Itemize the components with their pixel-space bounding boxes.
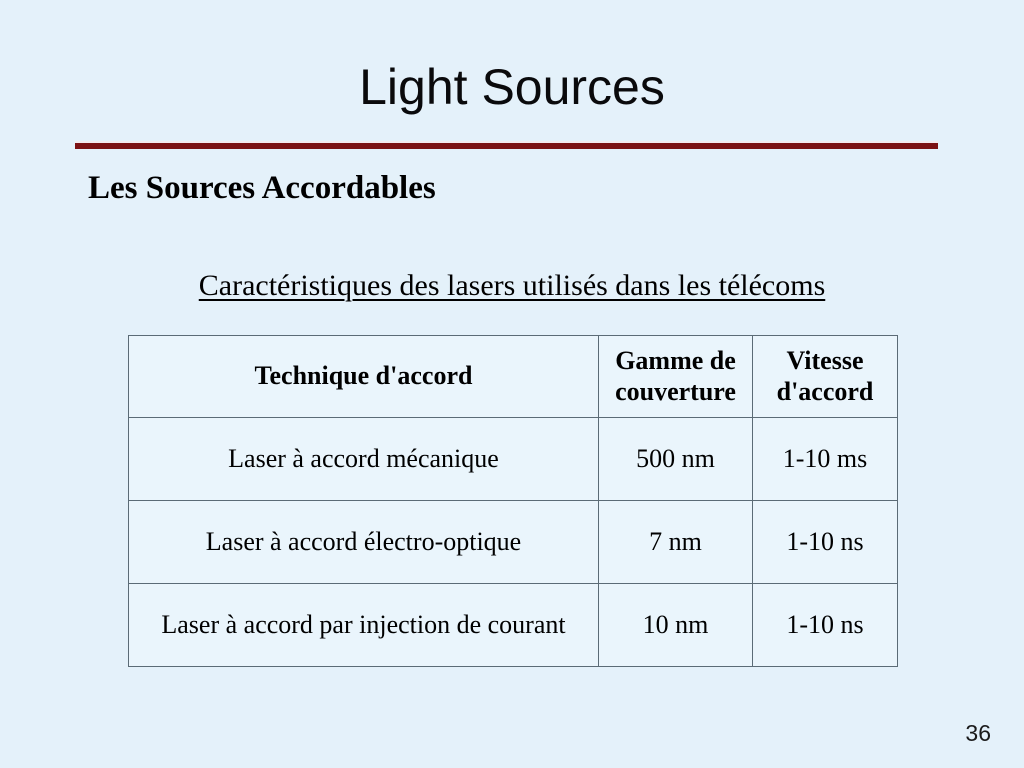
title-divider: [75, 143, 938, 149]
column-header-gamme: Gamme de couverture: [599, 336, 753, 418]
cell-gamme: 10 nm: [599, 584, 753, 667]
table-row: [129, 418, 898, 501]
table-caption: Caractéristiques des lasers utilisés dans les télécoms: [198, 269, 826, 302]
cell-technique: Laser à accord électro-optique: [129, 501, 599, 584]
table-row: [129, 501, 898, 584]
cell-vitesse: 1-10 ns: [753, 584, 898, 667]
cell-technique: Laser à accord par injection de courant: [129, 584, 599, 667]
column-header-technique: Technique d'accord: [129, 336, 599, 418]
cell-gamme: 7 nm: [599, 501, 753, 584]
table-header-row: [129, 336, 898, 418]
table-row: [129, 584, 898, 667]
column-header-vitesse: Vitesse d'accord: [753, 336, 898, 418]
cell-gamme: 500 nm: [599, 418, 753, 501]
cell-vitesse: 1-10 ns: [753, 501, 898, 584]
cell-technique: Laser à accord mécanique: [129, 418, 599, 501]
cell-vitesse: 1-10 ms: [753, 418, 898, 501]
page-number: 36: [965, 720, 991, 746]
section-heading: Les Sources Accordables: [88, 170, 436, 206]
page-title: Light Sources: [359, 59, 665, 115]
lasers-table: [128, 335, 898, 667]
